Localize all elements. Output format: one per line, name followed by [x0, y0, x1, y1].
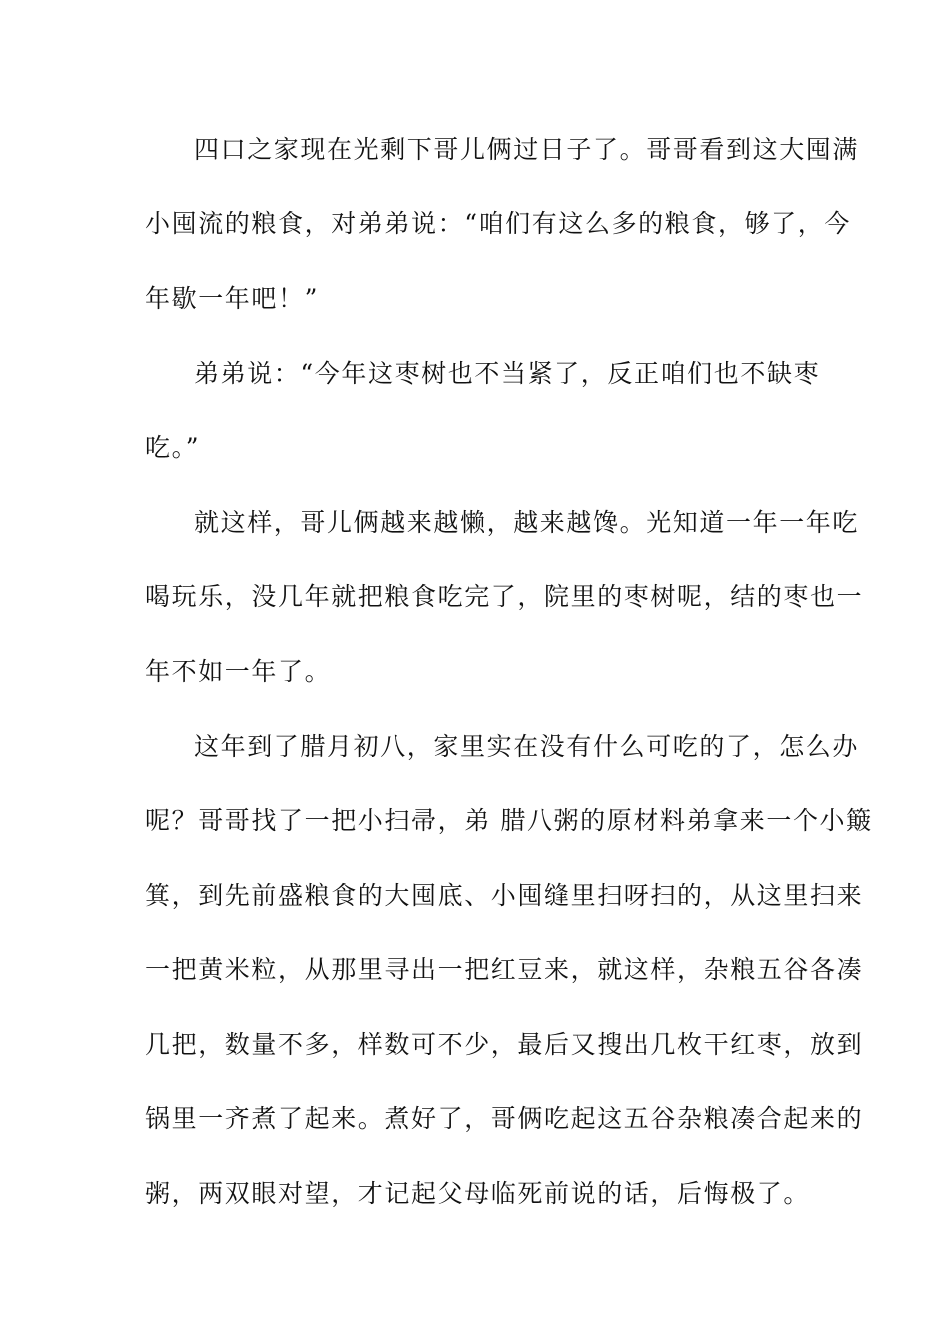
text-line: 年歇一年吧！” [145, 284, 319, 313]
text-line: 几把，数量不多，样数可不少，最后又搜出几枚干红枣，放到 [145, 1030, 864, 1059]
text-line: 年不如一年了。 [145, 657, 332, 686]
text-line: 吃。” [145, 433, 201, 462]
text-line: 这年到了腊月初八，家里实在没有什么可吃的了，怎么办 [194, 732, 860, 761]
text-line: 就这样，哥儿俩越来越懒，越来越馋。光知道一年一年吃 [194, 508, 860, 537]
text-line: 箕，到先前盛粮食的大囤底、小囤缝里扫呀扫的，从这里扫来 [145, 881, 864, 910]
text-line: 锅里一齐煮了起来。煮好了，哥俩吃起这五谷杂粮凑合起来的 [145, 1104, 864, 1133]
text-line: 粥，两双眼对望，才记起父母临死前说的话，后悔极了。 [145, 1179, 811, 1208]
text-line: 一把黄米粒，从那里寻出一把红豆来，就这样，杂粮五谷各凑 [145, 955, 864, 984]
text-line: 弟弟说：“今年这枣树也不当紧了，反正咱们也不缺枣 [194, 359, 821, 388]
text-line: 小囤流的粮食，对弟弟说：“咱们有这么多的粮食，够了，今 [145, 209, 851, 238]
text-line: 呢？哥哥找了一把小扫帚，弟 腊八粥的原材料弟拿来一个小簸 [145, 806, 873, 835]
text-line: 四口之家现在光剩下哥儿俩过日子了。哥哥看到这大囤满 [194, 135, 860, 164]
text-line: 喝玩乐，没几年就把粮食吃完了，院里的枣树呢，结的枣也一 [145, 582, 864, 611]
